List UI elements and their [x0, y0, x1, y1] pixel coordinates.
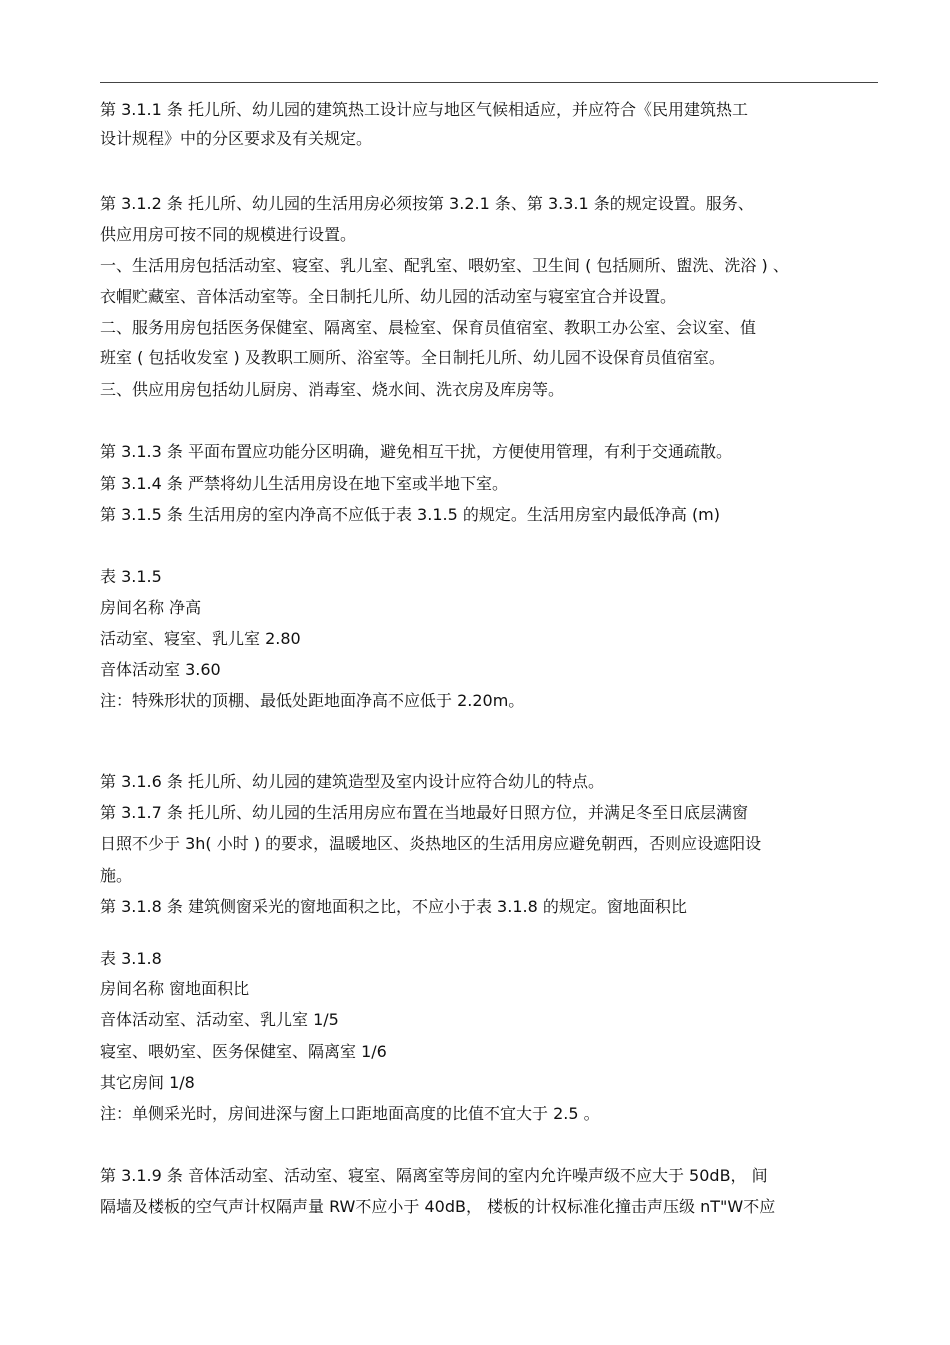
text-line: 第 3.1.8 条 建筑侧窗采光的窗地面积之比，不应小于表 3.1.8 的规定。窗地面积比	[100, 897, 687, 916]
text-line: 三、供应用房包括幼儿厨房、消毒室、烧水间、洗衣房及库房等。	[100, 380, 565, 399]
table-row: 活动室、寝室、乳儿室 2.80	[100, 629, 301, 648]
text-line: 第 3.1.1 条 托儿所、幼儿园的建筑热工设计应与地区气候相适应，并应符合《民用建筑热工	[100, 100, 748, 119]
text-line: 一、生活用房包括活动室、寝室、乳儿室、配乳室、喂奶室、卫生间 ( 包括厕所、盥洗、洗浴 ) 、	[100, 256, 789, 275]
text-line: 衣帽贮藏室、音体活动室等。全日制托儿所、幼儿园的活动室与寝室宜合并设置。	[100, 287, 677, 306]
text-line: 第 3.1.6 条 托儿所、幼儿园的建筑造型及室内设计应符合幼儿的特点。	[100, 772, 604, 791]
text-line: 二、服务用房包括医务保健室、隔离室、晨检室、保育员值宿室、教职工办公室、会议室、值	[100, 318, 757, 337]
table-header: 房间名称 净高	[100, 598, 202, 617]
table-note: 注：单侧采光时，房间进深与窗上口距地面高度的比值不宜大于 2.5 。	[100, 1104, 600, 1123]
table-row: 音体活动室、活动室、乳儿室 1/5	[100, 1010, 339, 1029]
text-line: 第 3.1.5 条 生活用房的室内净高不应低于表 3.1.5 的规定。生活用房室内最低净高 (m)	[100, 505, 721, 524]
text-line: 第 3.1.4 条 严禁将幼儿生活用房设在地下室或半地下室。	[100, 474, 508, 493]
table-row: 寝室、喂奶室、医务保健室、隔离室 1/6	[100, 1042, 387, 1061]
header-rule	[100, 82, 878, 83]
text-line: 日照不少于 3h( 小时 ) 的要求，温暖地区、炎热地区的生活用房应避免朝西，否则应设遮阳设	[100, 834, 762, 853]
text-line: 第 3.1.9 条 音体活动室、活动室、寝室、隔离室等房间的室内允许噪声级不应大于 50dB， 间	[100, 1166, 768, 1185]
text-line: 班室 ( 包括收发室 ) 及教职工厕所、浴室等。全日制托儿所、幼儿园不设保育员值宿室。	[100, 348, 725, 367]
table-caption: 表 3.1.8	[100, 949, 162, 968]
text-line: 第 3.1.7 条 托儿所、幼儿园的生活用房应布置在当地最好日照方位，并满足冬至日底层满窗	[100, 803, 748, 822]
text-line: 第 3.1.3 条 平面布置应功能分区明确，避免相互干扰，方便使用管理，有利于交通疏散。	[100, 442, 732, 461]
text-line: 施。	[100, 866, 133, 885]
text-line: 隔墙及楼板的空气声计权隔声量 RW不应小于 40dB， 楼板的计权标准化撞击声压级 nT"W不应	[100, 1197, 776, 1216]
table-header: 房间名称 窗地面积比	[100, 979, 250, 998]
text-line: 第 3.1.2 条 托儿所、幼儿园的生活用房必须按第 3.2.1 条、第 3.3.1 条的规定设置。服务、	[100, 194, 754, 213]
table-note: 注：特殊形状的顶棚、最低处距地面净高不应低于 2.20m。	[100, 691, 525, 710]
table-row: 音体活动室 3.60	[100, 660, 221, 679]
table-row: 其它房间 1/8	[100, 1073, 195, 1092]
table-caption: 表 3.1.5	[100, 567, 162, 586]
text-line: 设计规程》中的分区要求及有关规定。	[100, 129, 373, 148]
text-line: 供应用房可按不同的规模进行设置。	[100, 225, 357, 244]
